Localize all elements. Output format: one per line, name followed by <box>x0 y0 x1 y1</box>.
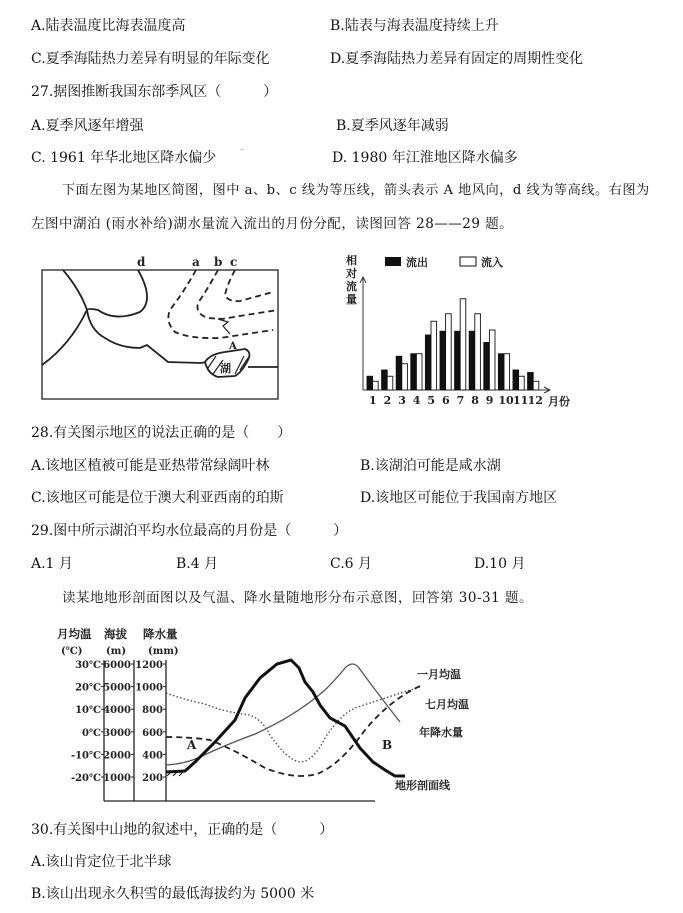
temp-axis-unit: (℃) <box>61 646 83 657</box>
q26-option-a: A.陆表温度比海表温度高 <box>31 18 186 34</box>
x-tick-label: 4 <box>412 394 421 407</box>
bar-outflow-9 <box>484 343 490 391</box>
bar-outflow-11 <box>513 370 519 390</box>
alt-tick-label: 3000 <box>103 727 131 739</box>
bar-outflow-7 <box>455 331 461 390</box>
temp-tick-label: 10℃ <box>75 705 101 717</box>
q27-option-b: B.夏季风逐年减弱 <box>336 118 449 134</box>
q28-stem: 28.有关图示地区的说法正确的是（ ） <box>31 425 292 441</box>
bar-inflow-3 <box>402 364 408 390</box>
legend-swatch-in <box>460 257 476 266</box>
bar-inflow-9 <box>489 330 495 390</box>
precip-axis-title: 降水量 <box>143 627 178 641</box>
map-label-A: A <box>229 341 237 352</box>
x-tick-label: 5 <box>427 394 436 407</box>
alt-tick-label: 2000 <box>103 750 131 762</box>
q28-option-c: C.该地区可能是位于澳大利亚西南的珀斯 <box>31 490 284 506</box>
q29-stem: 29.图中所示湖泊平均水位最高的月份是（ ） <box>31 523 348 539</box>
q27-option-d: D. 1980 年江淮地区降水偏多 <box>332 150 518 166</box>
map-label-c: c <box>230 255 238 269</box>
isobar-a <box>168 270 273 338</box>
x-tick-label: 8 <box>471 394 479 407</box>
legend-swatch-out <box>385 257 401 266</box>
bar-inflow-10 <box>504 354 510 390</box>
alt-axis-unit: (m) <box>106 646 127 657</box>
q29-option-c: C.6 月 <box>330 556 373 572</box>
q26-option-b: B.陆表与海表温度持续上升 <box>330 18 499 34</box>
precip-label: 年降水量 <box>419 726 463 739</box>
bar-outflow-10 <box>498 354 504 390</box>
x-tick-label: 1 <box>369 394 377 407</box>
legend-label-in: 流入 <box>481 256 503 269</box>
q29-option-a: A.1 月 <box>31 556 73 572</box>
bar-outflow-1 <box>367 376 373 390</box>
wind-arrow-icon <box>218 319 230 334</box>
bar-outflow-5 <box>425 335 431 390</box>
jan-temp-label: 一月均温 <box>417 668 461 681</box>
alt-tick-label: 6000 <box>103 660 131 671</box>
bar-inflow-2 <box>387 376 393 390</box>
terrain-label: 地形剖面线 <box>395 779 450 792</box>
q28-option-b: B.该湖泊可能是咸水湖 <box>360 458 501 474</box>
lake-label: 湖 <box>220 362 231 375</box>
legend-label-out: 流出 <box>406 256 428 269</box>
precip-axis-unit: (mm) <box>148 646 179 657</box>
q29-option-d: D.10 月 <box>474 556 526 572</box>
temp-tick-label: -20℃ <box>70 773 101 784</box>
x-tick-label: 6 <box>442 394 450 407</box>
map-label-a: a <box>192 255 200 269</box>
x-tick-label: 3 <box>398 394 406 407</box>
q30-option-a: A.该山肯定位于北半球 <box>31 854 172 870</box>
q27-stem: 27.据图推断我国东部季风区（ ） <box>31 84 278 100</box>
y-axis-title-char-4: 量 <box>346 293 357 306</box>
y-axis-title-char-3: 流 <box>346 280 357 293</box>
temp-tick-label: 0℃ <box>82 727 101 739</box>
shoreline <box>87 310 208 363</box>
jul-temp-label: 七月均温 <box>425 698 469 711</box>
q27-option-a: A.夏季风逐年增强 <box>31 118 144 134</box>
q28-option-d: D.该地区可能位于我国南方地区 <box>360 490 558 506</box>
x-tick-label: 12 <box>527 394 543 407</box>
precip-tick-label: 1000 <box>135 682 163 694</box>
bar-outflow-8 <box>469 331 475 390</box>
q29-option-b: B.4 月 <box>176 556 219 572</box>
precip-tick-label: 200 <box>142 773 163 784</box>
bar-inflow-4 <box>416 354 422 390</box>
x-tick-label: 11 <box>513 394 529 407</box>
alt-axis-title: 海拔 <box>104 627 127 641</box>
bar-inflow-6 <box>446 314 452 390</box>
intro-28-29-line2: 左图中湖泊 (雨水补给)湖水量流入流出的月份分配，读图回答 28——29 题。 <box>31 216 514 232</box>
alt-tick-label: 5000 <box>103 682 131 694</box>
contour-d <box>87 270 147 317</box>
point-a-label: A <box>187 738 197 752</box>
y-axis-title-char-1: 相 <box>346 254 357 267</box>
x-tick-label: 9 <box>485 394 494 407</box>
intro-28-29-line1: 下面左图为某地区简图，图中 a、b、c 线为等压线，箭头表示 A 地风向，d 线为等高线。右图为 <box>62 183 650 198</box>
bar-inflow-11 <box>519 376 525 390</box>
terrain-profile-figure <box>55 620 495 810</box>
temp-tick-label: 30℃ <box>75 660 101 671</box>
bar-outflow-2 <box>382 370 388 390</box>
bar-inflow-1 <box>373 381 379 390</box>
precip-curve <box>166 664 400 765</box>
bar-outflow-4 <box>411 354 417 390</box>
bar-inflow-8 <box>475 314 481 390</box>
x-axis-title: 月份 <box>548 395 570 408</box>
precip-tick-label: 600 <box>142 727 163 739</box>
y-axis-title-char-2: 对 <box>346 267 357 280</box>
river-line <box>42 270 87 365</box>
alt-tick-label: 4000 <box>103 705 131 717</box>
x-tick-label: 2 <box>383 394 392 407</box>
region-map-figure <box>30 250 310 400</box>
y-axis-title-bound: 相对流量 <box>240 150 244 151</box>
temp-tick-label: 20℃ <box>75 682 101 694</box>
bar-outflow-3 <box>396 356 402 390</box>
q27-option-c: C. 1961 年华北地区降水偏少 <box>31 150 217 166</box>
precip-tick-label: 1200 <box>135 660 163 671</box>
x-tick-label: 7 <box>456 394 465 407</box>
bar-inflow-12 <box>533 381 539 390</box>
temp-tick-label: -10℃ <box>70 750 101 762</box>
intro-30-31: 读某地地形剖面图以及气温、降水量随地形分布示意图，回答第 30-31 题。 <box>62 590 533 606</box>
alt-tick-label: 1000 <box>103 773 131 784</box>
bar-outflow-12 <box>528 373 534 391</box>
precip-tick-label: 800 <box>142 705 163 717</box>
bar-inflow-7 <box>460 299 466 390</box>
bar-outflow-6 <box>440 331 446 390</box>
q30-option-b: B.该山出现永久积雪的最低海拔约为 5000 米 <box>31 886 315 902</box>
q26-option-c: C.夏季海陆热力差异有明显的年际变化 <box>31 51 270 67</box>
x-tick-label: 10 <box>498 394 514 407</box>
q30-stem: 30.有关图中山地的叙述中，正确的是（ ） <box>31 822 334 838</box>
precip-tick-label: 400 <box>142 750 163 762</box>
point-b-label: B <box>382 738 393 752</box>
bar-inflow-5 <box>431 321 437 390</box>
isobar-c <box>225 270 273 301</box>
map-label-b: b <box>214 255 223 269</box>
y-axis-title <box>345 253 357 306</box>
q28-option-a: A.该地区植被可能是亚热带常绿阔叶林 <box>31 458 270 474</box>
temp-axis-title: 月均温 <box>57 627 92 641</box>
q26-option-d: D.夏季海陆热力差异有固定的周期性变化 <box>330 51 584 67</box>
map-label-d: d <box>137 255 146 269</box>
